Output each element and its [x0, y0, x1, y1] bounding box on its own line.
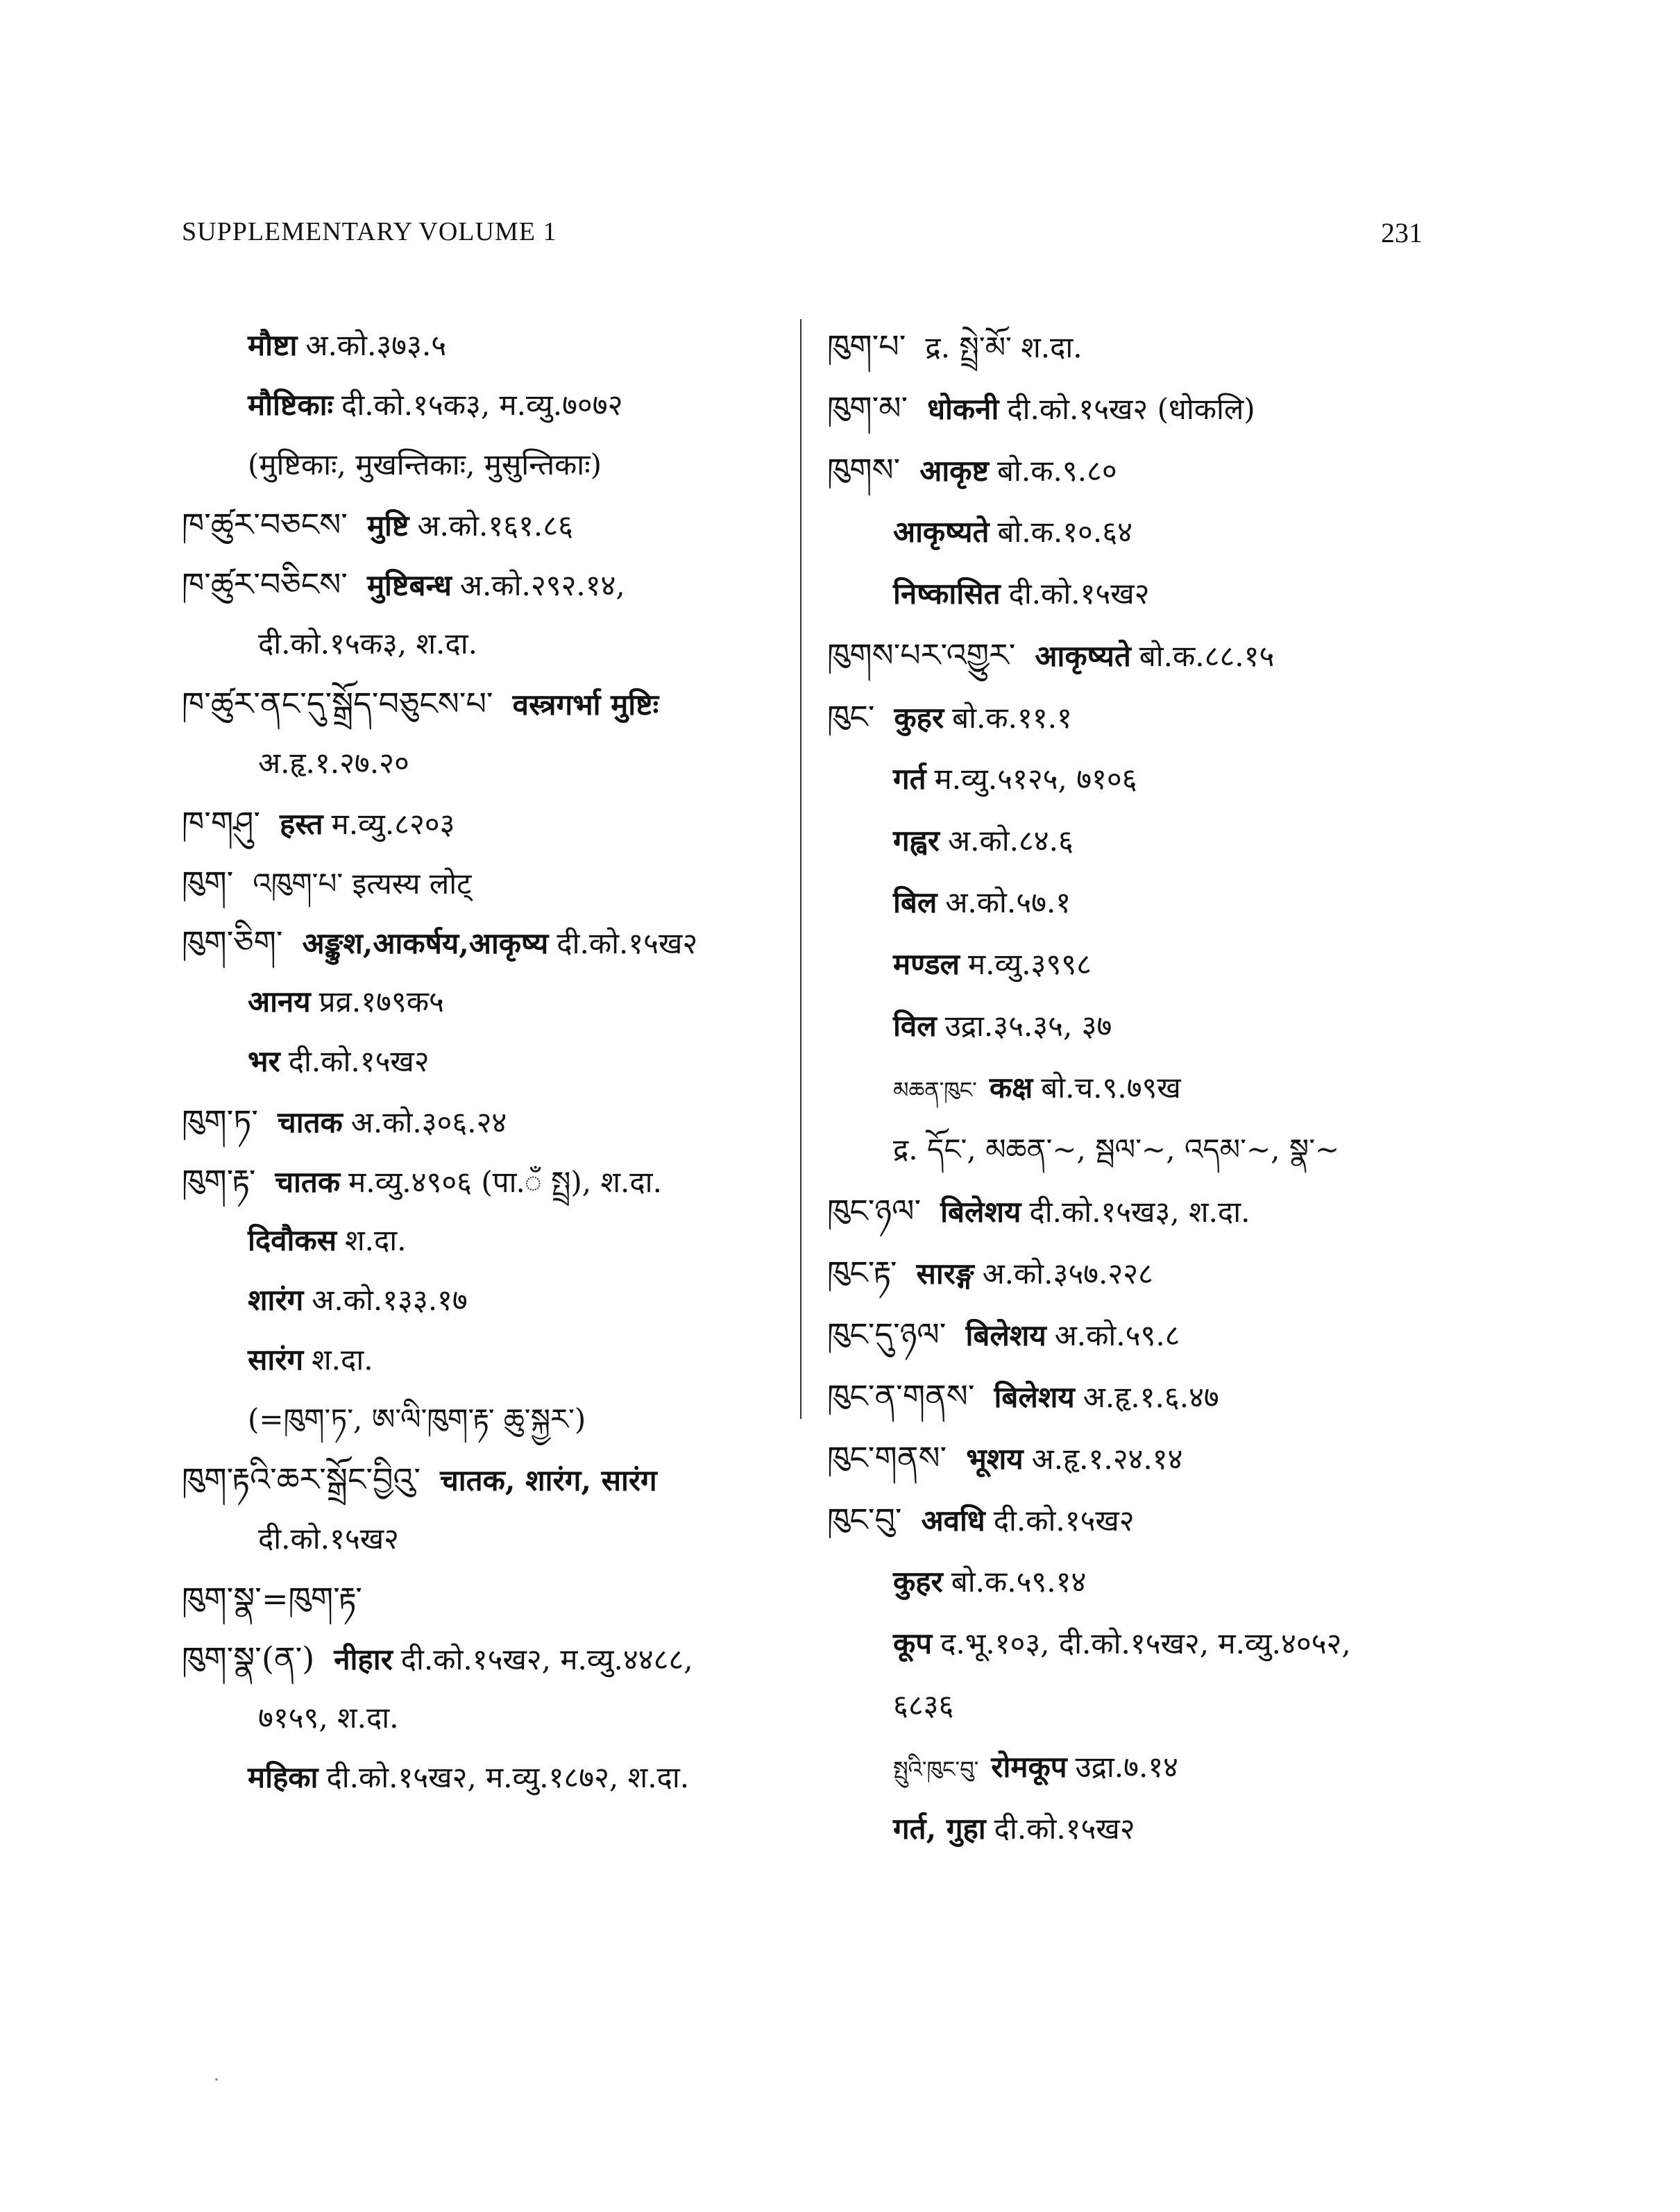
dictionary-line [827, 316, 1452, 377]
source-reference: द्र. དོང་, མཆན་~, སྦལ་~, འདམ་~, སྣ་~ [893, 1132, 1340, 1166]
sanskrit-headword: वस्त्रगर्भा मुष्टिः [512, 688, 659, 722]
sanskrit-headword: भूशय [966, 1442, 1024, 1476]
dictionary-line [182, 316, 792, 375]
source-reference: दी.को.१५क३, म.व्यु.७०७२ [341, 388, 623, 422]
source-reference: दी.को.१५ख२ [258, 1522, 399, 1556]
source-reference: दी.को.१५ख२ [993, 1504, 1135, 1538]
sanskrit-headword: बिलेशय [940, 1195, 1021, 1229]
dictionary-line [182, 554, 792, 614]
dictionary-line [182, 1330, 792, 1390]
dictionary-line [182, 1449, 792, 1509]
sanskrit-headword: आकृष्यते [1035, 639, 1131, 673]
tibetan-term: ཁུང་རྟ་ [827, 1254, 897, 1291]
dictionary-line [827, 377, 1452, 439]
source-reference: म.व्यु.८२०३ [331, 807, 455, 841]
tibetan-term: སྤུའི་ཁུང་བུ་ [893, 1756, 979, 1783]
tibetan-term: མཆན་ཁུང་ [893, 1077, 977, 1103]
tibetan-term: ཁུགས་པར་འགྱུར་ [827, 636, 1016, 674]
dictionary-line [182, 1688, 792, 1748]
dictionary-line [182, 1748, 792, 1807]
tibetan-term: ཁུག་སྣ་(ན་) [182, 1640, 315, 1677]
sanskrit-headword: कक्ष [989, 1071, 1033, 1105]
tibetan-term: ཁུག་པ་ [827, 327, 906, 365]
sanskrit-headword: सारंग [248, 1343, 304, 1377]
sanskrit-headword: कुहर [894, 701, 944, 735]
dictionary-line [182, 1211, 792, 1270]
source-reference: दी.को.१५क३, श.दा. [258, 627, 477, 661]
dictionary-line [827, 871, 1452, 933]
dictionary-line [827, 1242, 1452, 1304]
tibetan-term: ཁུང་ན་གནས་ [827, 1377, 975, 1415]
dictionary-line [182, 674, 792, 733]
sanskrit-headword: मण्डल [893, 947, 960, 981]
source-reference: (=ཁུག་ཏ་, ཨ་ལི་ཁུག་རྟ་ ཆུ་སྐྱར་) [248, 1402, 586, 1436]
dictionary-line [182, 1390, 792, 1449]
dictionary-line [182, 1091, 792, 1151]
source-reference: अ.को.१६१.८६ [417, 509, 573, 543]
sanskrit-headword: निष्कासित [893, 577, 1001, 611]
source-reference: दी.को.१५ख२ [288, 1044, 430, 1078]
sanskrit-headword: बिल [893, 885, 937, 919]
dictionary-line [182, 435, 792, 495]
tibetan-term: ཁུག་སྣ་=ཁུག་རྟ་ [182, 1580, 362, 1617]
source-reference: अ.को.३७३.५ [305, 328, 447, 362]
source-reference: म.व्यु.३९९८ [968, 947, 1092, 981]
dictionary-line [182, 1628, 792, 1688]
source-reference: འཁུག་པ་ इत्यस्य लोट् [253, 867, 472, 901]
source-reference: श.दा. [312, 1343, 373, 1377]
sanskrit-headword: गह्वर [893, 824, 940, 858]
source-reference: अ.को.२९२.१४, [459, 568, 625, 602]
tibetan-term: ཁུང་གནས་ [827, 1439, 947, 1477]
dictionary-line [182, 1032, 792, 1091]
sanskrit-headword: आकृष्यते [893, 515, 990, 549]
sanskrit-headword: महिका [248, 1760, 319, 1794]
source-reference: बो.क.५९.१४ [951, 1565, 1087, 1599]
dictionary-line [182, 1151, 792, 1211]
source-reference: द्र. སྤྲེ་མོ་ श.दा. [925, 330, 1083, 364]
source-reference: अ.हृ.१.२७.२० [258, 746, 409, 780]
dictionary-line [827, 1489, 1452, 1551]
sanskrit-headword: मुष्टि [366, 509, 409, 543]
tibetan-term: ཁ་ཚུར་བཅངས་ [182, 506, 348, 543]
source-reference: बो.क.९.८० [997, 454, 1117, 488]
tibetan-term: ཁུང་བུ་ [827, 1501, 902, 1538]
dictionary-line [827, 624, 1452, 686]
source-reference: उद्रा.७.१४ [1075, 1750, 1179, 1784]
dictionary-line [827, 1551, 1452, 1613]
source-reference: अ.को.३०६.२४ [350, 1105, 507, 1139]
sanskrit-headword: कुहर [893, 1565, 943, 1599]
source-reference: दी.को.१५ख२ (धोकलि) [1007, 392, 1255, 426]
source-reference: दी.को.१५ख२ [1008, 577, 1150, 611]
sanskrit-headword: शारंग [248, 1283, 304, 1317]
source-reference: उद्रा.३५.३५, ३७ [944, 1009, 1112, 1043]
source-reference: द.भू.१०३, दी.को.१५ख२, म.व्यु.४०५२, [940, 1626, 1351, 1660]
sanskrit-headword: चातक [278, 1105, 343, 1139]
source-reference: अ.को.५७.१ [945, 885, 1071, 919]
sanskrit-headword: मुष्टिबन्ध [366, 568, 452, 602]
dictionary-line [827, 1057, 1452, 1118]
sanskrit-headword: सारङ्ग [916, 1257, 974, 1291]
sanskrit-headword: आनय [248, 985, 311, 1019]
sanskrit-headword: गर्त [893, 762, 926, 796]
tibetan-term: ཁ་ཚུར་བཅིངས་ [182, 565, 348, 603]
source-reference: दी.को.१५ख३, श.दा. [1029, 1195, 1250, 1229]
sanskrit-headword: धोकनी [927, 392, 999, 426]
dictionary-line [827, 563, 1452, 624]
source-reference: म.व्यु.४९०६ (पा.ँ སྤྲ), श.दा. [348, 1165, 662, 1199]
dictionary-line [182, 793, 792, 853]
source-reference: बो.क.१०.६४ [997, 515, 1132, 549]
dictionary-line [182, 1270, 792, 1330]
source-reference: बो.च.९.७९ख [1041, 1071, 1181, 1105]
sanskrit-headword: हस्त [279, 807, 323, 841]
source-reference: म.व्यु.५१२५, ७१०६ [934, 762, 1137, 796]
right-column [827, 316, 1452, 1860]
tibetan-term: ཁ་གཤུ་ [182, 804, 260, 842]
source-reference: दी.को.१५ख२ [557, 926, 698, 960]
tibetan-term: ཁུང་ཉལ་ [827, 1192, 922, 1230]
scan-speck [215, 2078, 218, 2081]
tibetan-term: ཁ་ཚུར་ནང་དུ་སྒྲོད་བཅུངས་པ་ [182, 685, 493, 722]
dictionary-line [827, 810, 1452, 871]
left-column [182, 316, 792, 1807]
sanskrit-headword: मौष्टिकाः [248, 388, 334, 422]
sanskrit-headword: चातक [275, 1165, 341, 1199]
page-number: 231 [1381, 217, 1423, 248]
source-reference: अ.को.५९.८ [1054, 1318, 1180, 1352]
dictionary-line [827, 1118, 1452, 1180]
sanskrit-headword: नीहार [334, 1642, 393, 1676]
source-reference: अ.हृ.१.६.४७ [1083, 1380, 1219, 1414]
dictionary-line [827, 1674, 1452, 1736]
source-reference: बो.क.११.१ [952, 701, 1072, 735]
dictionary-line [827, 1613, 1452, 1674]
column-divider [800, 319, 801, 1419]
tibetan-term: ཁུག་ཅིག་ [182, 924, 283, 961]
dictionary-line [827, 501, 1452, 563]
tibetan-term: ཁུགས་ [827, 451, 901, 488]
dictionary-line [827, 933, 1452, 995]
sanskrit-headword: दिवौकस [248, 1223, 337, 1257]
dictionary-line [182, 375, 792, 435]
sanskrit-headword: अङ्कुश,आकर्षय,आकृष्य [302, 926, 549, 960]
dictionary-line [182, 733, 792, 793]
dictionary-line [182, 853, 792, 912]
source-reference: दी.को.१५ख२, म.व्यु.४४८८, [400, 1642, 693, 1676]
dictionary-line [827, 1427, 1452, 1489]
dictionary-line [827, 1180, 1452, 1242]
tibetan-term: ཁུག་རྟའི་ཆར་སྒྲོང་བྱིའུ་ [182, 1461, 421, 1498]
tibetan-term: ཁུང་ [827, 698, 875, 735]
source-reference: अ.को.१३३.१७ [312, 1283, 468, 1317]
source-reference: प्रव्र.१७९क५ [319, 985, 444, 1019]
sanskrit-headword: गर्त, गुहा [893, 1812, 986, 1846]
dictionary-line [182, 1509, 792, 1569]
source-reference: दी.को.१५ख२, म.व्यु.१८७२, श.दा. [326, 1760, 690, 1794]
source-reference: ७१५९, श.दा. [258, 1701, 399, 1735]
source-reference: अ.को.३५७.२२८ [982, 1257, 1153, 1291]
sanskrit-headword: अवधि [921, 1504, 985, 1538]
sanskrit-headword: रोमकूप [991, 1750, 1067, 1784]
source-reference: दी.को.१५ख२ [994, 1812, 1135, 1846]
sanskrit-headword: बिलेशय [994, 1380, 1075, 1414]
dictionary-line [182, 972, 792, 1032]
sanskrit-headword: मौष्टा [248, 328, 298, 362]
source-reference: अ.हृ.१.२४.१४ [1031, 1442, 1183, 1476]
dictionary-line [827, 439, 1452, 501]
sanskrit-headword: कूप [893, 1626, 933, 1660]
source-reference: अ.को.८४.६ [948, 824, 1074, 858]
tibetan-term: ཁུག་རྟ་ [182, 1162, 256, 1200]
tibetan-term: ཁུག་མ་ [827, 389, 908, 427]
dictionary-line [182, 614, 792, 674]
tibetan-term: ཁུག་ [182, 864, 234, 901]
dictionary-line [182, 495, 792, 554]
dictionary-line [827, 1798, 1452, 1860]
dictionary-line [182, 912, 792, 972]
source-reference: ६८३६ [893, 1688, 954, 1722]
dictionary-line [827, 1304, 1452, 1366]
dictionary-line [827, 686, 1452, 748]
source-reference: बो.क.८८.१५ [1139, 639, 1275, 673]
source-reference: श.दा. [345, 1223, 407, 1257]
dictionary-line [182, 1569, 792, 1628]
sanskrit-headword: विल [893, 1009, 937, 1043]
sanskrit-headword: आकृष्ट [919, 454, 990, 488]
tibetan-term: ཁུག་ཏ་ [182, 1103, 259, 1140]
sanskrit-headword: बिलेशय [965, 1318, 1046, 1352]
dictionary-line [827, 748, 1452, 810]
sanskrit-headword: भर [248, 1044, 280, 1078]
dictionary-line [827, 1736, 1452, 1798]
tibetan-term: ཁུང་དུ་ཉལ་ [827, 1316, 947, 1353]
sanskrit-headword: चातक, शारंग, सारंग [440, 1463, 657, 1497]
dictionary-line [827, 1366, 1452, 1427]
running-title: SUPPLEMENTARY VOLUME 1 [182, 217, 557, 246]
dictionary-line [827, 995, 1452, 1057]
source-reference: (मुष्टिकाः, मुखन्तिकाः, मुसुन्तिकाः) [248, 448, 602, 482]
